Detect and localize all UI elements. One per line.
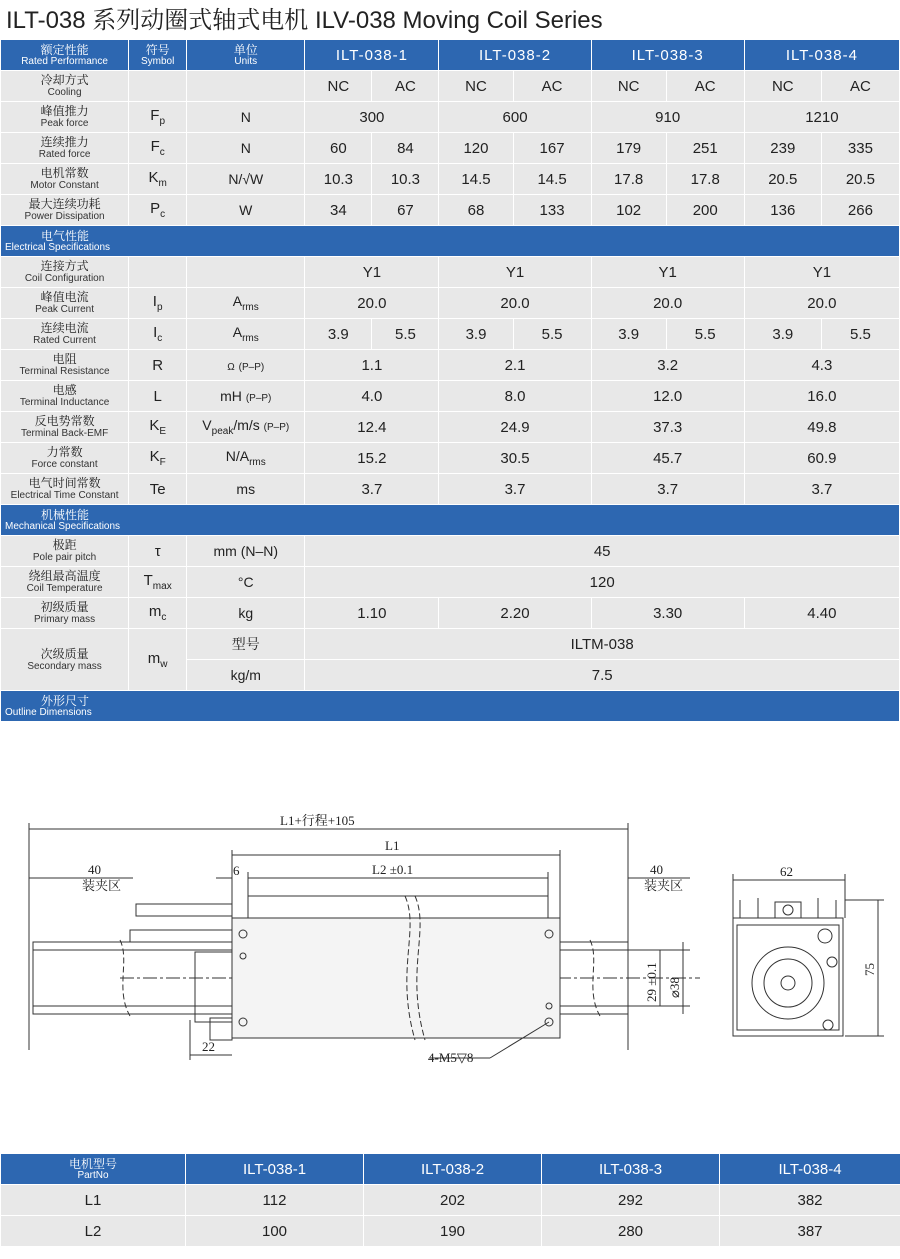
symbol-sub: E <box>159 426 167 437</box>
label-en: Coil Configuration <box>24 273 105 284</box>
cell-value: 12.4 <box>305 412 439 443</box>
section-title-en: Outline Dimensions <box>5 706 92 718</box>
cell-value: 60.9 <box>744 443 899 474</box>
label-cn: 电感 <box>52 383 77 397</box>
label-en: Primary mass <box>34 614 96 625</box>
cell-value: 20.5 <box>821 164 899 195</box>
label-en: Terminal Inductance <box>19 397 110 408</box>
parts-cell: 280 <box>542 1216 720 1247</box>
unit: kg/m <box>187 660 305 691</box>
cell-value: 1.10 <box>305 598 439 629</box>
cell-value: NC <box>439 71 513 102</box>
label-cn: 连续推力 <box>40 135 89 149</box>
symbol <box>129 164 187 195</box>
label-cn: 冷却方式 <box>40 73 89 87</box>
row-peak-current <box>1 288 900 319</box>
symbol-main: I <box>152 293 157 310</box>
cell-value: NC <box>744 71 821 102</box>
unit-tail: /m/s <box>233 417 260 434</box>
cell-value: 20.0 <box>305 288 439 319</box>
row-power-dissipation <box>1 195 900 226</box>
cell-value: 3.9 <box>439 319 513 350</box>
symbol-main: I <box>153 324 158 341</box>
row-coil-configuration <box>1 257 900 288</box>
spec-header-row <box>1 40 900 71</box>
symbol-main: K <box>148 169 159 186</box>
cell-value: 3.7 <box>305 474 439 505</box>
cell-value: 3.2 <box>591 350 744 381</box>
symbol <box>129 288 187 319</box>
label-en: Pole pair pitch <box>32 552 97 563</box>
label-cn: 电气时间常数 <box>28 476 101 490</box>
unit-main: A <box>232 293 243 310</box>
cell-value: 910 <box>591 102 744 133</box>
unit: kg <box>187 598 305 629</box>
header-sym-cn: 符号 <box>145 42 170 57</box>
parts-table <box>0 1153 900 1247</box>
parts-cell: 112 <box>186 1185 364 1216</box>
cell-value: 2.1 <box>439 350 591 381</box>
cell-value: AC <box>372 71 439 102</box>
cell-value: 16.0 <box>744 381 899 412</box>
cell-value: 34 <box>305 195 372 226</box>
row-cooling <box>1 71 900 102</box>
row-primary-mass <box>1 598 900 629</box>
dim-diameter: ⌀38 <box>667 977 682 998</box>
section-title-cn: 外形尺寸 <box>41 693 90 708</box>
label-en: Terminal Back-EMF <box>20 428 109 439</box>
unit <box>187 319 305 350</box>
label-cn: 电机常数 <box>40 166 89 180</box>
symbol-sub: m <box>158 178 167 189</box>
symbol-sub: c <box>161 612 167 623</box>
unit-sub: rms <box>249 456 266 468</box>
parts-row-l1 <box>1 1185 900 1216</box>
cell-value: 20.0 <box>744 288 899 319</box>
symbol <box>129 629 187 691</box>
unit <box>187 288 305 319</box>
cell-value: 3.9 <box>305 319 372 350</box>
symbol-main: K <box>149 448 160 465</box>
cell-value: 14.5 <box>513 164 591 195</box>
cell-value: NC <box>591 71 666 102</box>
dim-clamp-left-num: 40 <box>88 862 101 877</box>
label-cn: 电阻 <box>52 352 77 366</box>
section-electrical <box>1 226 900 257</box>
cell-value: 67 <box>372 195 439 226</box>
label-cn: 次级质量 <box>40 646 89 661</box>
unit: N/√W <box>187 164 305 195</box>
cell-value: 60 <box>305 133 372 164</box>
cell-value: 3.7 <box>744 474 899 505</box>
section-title-en: Electrical Specifications <box>5 241 111 253</box>
spec-table <box>0 39 900 722</box>
label-en: Terminal Resistance <box>19 366 110 377</box>
symbol: L <box>129 381 187 412</box>
label-en: Secondary mass <box>27 660 102 672</box>
row-secondary-mass-model <box>1 629 900 660</box>
symbol-main: K <box>149 417 160 434</box>
cell-value: 102 <box>591 195 666 226</box>
parts-cell: 387 <box>720 1216 900 1247</box>
dim-clamp-right-txt: 装夹区 <box>644 878 684 893</box>
dim-twenty-two: 22 <box>202 1039 215 1054</box>
unit-sub: peak <box>211 425 234 437</box>
unit <box>187 381 305 412</box>
unit-sub: rms <box>242 301 259 313</box>
dim-height: 75 <box>862 963 877 976</box>
unit-main: N/A <box>225 448 250 465</box>
unit: 型号 <box>187 629 305 660</box>
cell-value: 239 <box>744 133 821 164</box>
label-cn: 连续电流 <box>40 321 89 335</box>
unit: N <box>187 133 305 164</box>
dim-clamp-left-txt: 装夹区 <box>82 878 122 893</box>
symbol <box>129 412 187 443</box>
label-cn: 峰值推力 <box>40 104 89 118</box>
parts-row-label: L2 <box>1 1216 186 1247</box>
cell-value: Y1 <box>591 257 744 288</box>
unit-main: mH <box>220 388 242 404</box>
cell-value: Y1 <box>744 257 899 288</box>
unit: W <box>187 195 305 226</box>
parts-head-cn: 电机型号 <box>68 1156 117 1171</box>
label-en: Electrical Time Constant <box>10 490 119 501</box>
symbol-main: T <box>143 572 153 589</box>
row-motor-constant <box>1 164 900 195</box>
model-header: ILT-038-2 <box>439 40 591 71</box>
label-cn: 绕组最高温度 <box>28 569 101 583</box>
dim-holes: 4-M5▽8 <box>428 1050 474 1065</box>
cell-value: 300 <box>305 102 439 133</box>
outline-drawing <box>0 790 900 1090</box>
cell-value: 10.3 <box>372 164 439 195</box>
cell-value: 4.0 <box>305 381 439 412</box>
cell-value: 3.9 <box>591 319 666 350</box>
dim-l2: L2 ±0.1 <box>372 862 414 877</box>
symbol: R <box>129 350 187 381</box>
symbol: Te <box>129 474 187 505</box>
cell-value: 5.5 <box>666 319 744 350</box>
symbol-main: P <box>150 200 161 217</box>
cell-value: 136 <box>744 195 821 226</box>
label-en: Peak force <box>40 118 89 129</box>
cell-value: 20.0 <box>439 288 591 319</box>
symbol <box>129 598 187 629</box>
parts-cell: 100 <box>186 1216 364 1247</box>
symbol <box>129 195 187 226</box>
symbol-sub: c <box>157 333 163 344</box>
row-force-constant <box>1 443 900 474</box>
dim-clamp-right-num: 40 <box>650 862 663 877</box>
label-cn: 反电势常数 <box>34 414 95 428</box>
row-rated-force <box>1 133 900 164</box>
cell-value: 8.0 <box>439 381 591 412</box>
symbol-sub: c <box>159 147 165 158</box>
symbol: τ <box>129 536 187 567</box>
cell-value: 17.8 <box>666 164 744 195</box>
label-cn: 连接方式 <box>40 259 89 273</box>
cell-value: 600 <box>439 102 591 133</box>
unit <box>187 350 305 381</box>
row-terminal-inductance <box>1 381 900 412</box>
symbol <box>129 567 187 598</box>
cell-value: 251 <box>666 133 744 164</box>
parts-cell: 292 <box>542 1185 720 1216</box>
cell-value: 20.5 <box>744 164 821 195</box>
symbol-sub: max <box>152 581 172 592</box>
cell-value: 167 <box>513 133 591 164</box>
symbol <box>129 443 187 474</box>
parts-model-header: ILT-038-4 <box>720 1154 900 1185</box>
cell-value: 4.40 <box>744 598 899 629</box>
row-peak-force <box>1 102 900 133</box>
page-title: ILT-038 系列动圈式轴式电机 ILV-038 Moving Coil Series <box>6 7 603 34</box>
cell-value: 68 <box>439 195 513 226</box>
cell-value: 45 <box>305 536 900 567</box>
parts-header-row <box>1 1154 900 1185</box>
row-rated-current <box>1 319 900 350</box>
cell-value: 45.7 <box>591 443 744 474</box>
parts-cell: 202 <box>364 1185 542 1216</box>
unit-note: (P–P) <box>263 422 290 434</box>
symbol-sub: F <box>159 457 166 468</box>
cell-value: 266 <box>821 195 899 226</box>
cell-value: 133 <box>513 195 591 226</box>
dim-overall: L1+行程+105 <box>280 813 355 828</box>
label-cn: 极距 <box>52 538 77 552</box>
parts-cell: 382 <box>720 1185 900 1216</box>
cell-value: 10.3 <box>305 164 372 195</box>
unit <box>187 443 305 474</box>
cell-value: 17.8 <box>591 164 666 195</box>
symbol-main: F <box>150 138 160 155</box>
symbol <box>129 319 187 350</box>
symbol-main: m <box>147 649 161 667</box>
cell-value: Y1 <box>305 257 439 288</box>
header-perf-cn: 额定性能 <box>40 42 89 57</box>
header-perf-en: Rated Performance <box>21 55 108 67</box>
cell-value: AC <box>666 71 744 102</box>
symbol-sub: c <box>160 209 166 220</box>
symbol-sub: p <box>156 302 163 313</box>
section-outline <box>1 691 900 722</box>
label-en: Power Dissipation <box>24 211 105 222</box>
cell-value: 200 <box>666 195 744 226</box>
cell-value: 15.2 <box>305 443 439 474</box>
symbol-main: F <box>150 107 160 124</box>
unit-main: V <box>202 417 212 434</box>
unit-sub: rms <box>242 332 259 344</box>
cell-value: 4.3 <box>744 350 899 381</box>
label-cn: 峰值电流 <box>40 290 89 304</box>
cell-value: 30.5 <box>439 443 591 474</box>
label-en: Rated force <box>38 149 91 160</box>
symbol <box>129 102 187 133</box>
label-cn: 最大连续功耗 <box>28 197 101 211</box>
cell-value: 37.3 <box>591 412 744 443</box>
dim-width: 62 <box>780 864 793 879</box>
cell-value: 1.1 <box>305 350 439 381</box>
header-unit-en: Units <box>234 55 258 67</box>
parts-model-header: ILT-038-3 <box>542 1154 720 1185</box>
cell-value: ILTM-038 <box>305 629 900 660</box>
label-en: Motor Constant <box>30 180 99 191</box>
row-time-constant <box>1 474 900 505</box>
parts-cell: 190 <box>364 1216 542 1247</box>
unit: ms <box>187 474 305 505</box>
unit-main: Ω <box>227 362 235 373</box>
cell-value: 3.30 <box>591 598 744 629</box>
cell-value: 120 <box>305 567 900 598</box>
row-terminal-resistance <box>1 350 900 381</box>
model-header: ILT-038-3 <box>591 40 744 71</box>
unit-sub: (P–P) <box>245 393 272 404</box>
cell-value: 12.0 <box>591 381 744 412</box>
label-en: Force constant <box>31 459 98 470</box>
cell-value: 20.0 <box>591 288 744 319</box>
cell-value: 24.9 <box>439 412 591 443</box>
label-en: Peak Current <box>35 304 95 315</box>
cell-value: 49.8 <box>744 412 899 443</box>
cell-value: 3.7 <box>591 474 744 505</box>
symbol-sub: p <box>159 116 166 127</box>
section-title-en: Mechanical Specifications <box>5 520 121 532</box>
unit-main: A <box>232 324 243 341</box>
cell-value: AC <box>821 71 899 102</box>
model-header: ILT-038-4 <box>744 40 899 71</box>
label-en: Coil Temperature <box>26 583 103 594</box>
dim-l1: L1 <box>385 838 400 853</box>
unit-sub: (P–P) <box>238 362 265 373</box>
section-title-cn: 机械性能 <box>41 507 90 522</box>
cell-value: 3.7 <box>439 474 591 505</box>
label-en: Cooling <box>47 87 82 98</box>
parts-model-header: ILT-038-1 <box>186 1154 364 1185</box>
cell-value: 5.5 <box>372 319 439 350</box>
parts-row-l2 <box>1 1216 900 1247</box>
label-en: Rated Current <box>33 335 96 346</box>
cell-value: 1210 <box>744 102 899 133</box>
symbol <box>129 133 187 164</box>
cell-value: 335 <box>821 133 899 164</box>
parts-row-label: L1 <box>1 1185 186 1216</box>
cell-value: 2.20 <box>439 598 591 629</box>
dim-twenty-nine: 29 ±0.1 <box>644 962 659 1002</box>
header-sym-en: Symbol <box>140 55 175 67</box>
unit: °C <box>187 567 305 598</box>
label-cn: 初级质量 <box>40 600 89 614</box>
parts-head-en: PartNo <box>77 1169 109 1181</box>
symbol-sub: w <box>160 658 168 670</box>
row-pole-pitch <box>1 536 900 567</box>
dim-six: 6 <box>233 863 240 878</box>
section-mechanical <box>1 505 900 536</box>
cell-value: 14.5 <box>439 164 513 195</box>
unit: N <box>187 102 305 133</box>
row-back-emf <box>1 412 900 443</box>
row-coil-temperature <box>1 567 900 598</box>
cell-value: 179 <box>591 133 666 164</box>
unit: mm (N–N) <box>187 536 305 567</box>
cell-value: Y1 <box>439 257 591 288</box>
cell-value: 120 <box>439 133 513 164</box>
cell-value: NC <box>305 71 372 102</box>
cell-value: 7.5 <box>305 660 900 691</box>
cell-value: AC <box>513 71 591 102</box>
section-title-cn: 电气性能 <box>41 228 90 243</box>
parts-model-header: ILT-038-2 <box>364 1154 542 1185</box>
symbol-main: m <box>148 603 162 620</box>
unit <box>187 412 305 443</box>
cell-value: 3.9 <box>744 319 821 350</box>
model-header: ILT-038-1 <box>305 40 439 71</box>
cell-value: 5.5 <box>821 319 899 350</box>
cell-value: 84 <box>372 133 439 164</box>
cell-value: 5.5 <box>513 319 591 350</box>
header-unit-cn: 单位 <box>233 42 258 57</box>
label-cn: 力常数 <box>46 445 83 459</box>
